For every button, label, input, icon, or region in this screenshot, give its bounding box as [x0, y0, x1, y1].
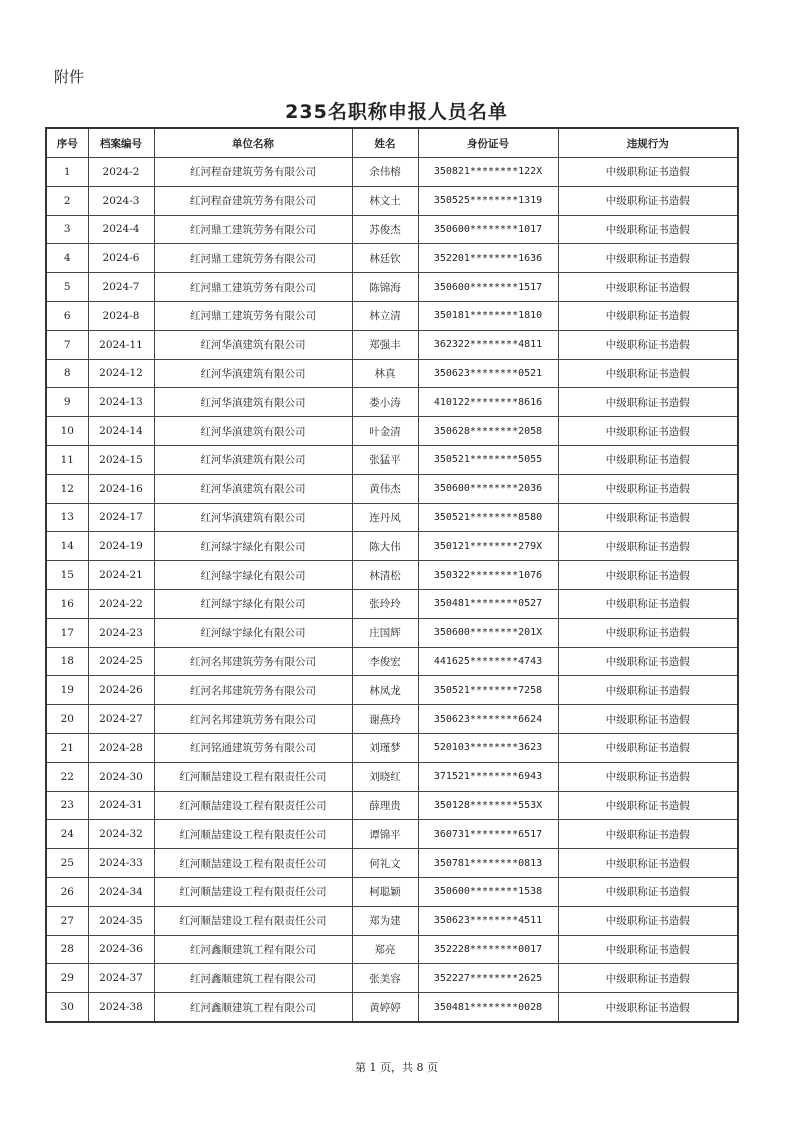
- cell-file-no: 2024-23: [88, 618, 154, 647]
- cell-file-no: 2024-31: [88, 791, 154, 820]
- attachment-label: 附件: [54, 68, 85, 86]
- cell-id-number: 350121********279X: [418, 532, 558, 561]
- cell-id-number: 520103********3623: [418, 733, 558, 762]
- cell-name: 娄小涛: [352, 388, 418, 417]
- cell-file-no: 2024-15: [88, 445, 154, 474]
- cell-name: 薛理贵: [352, 791, 418, 820]
- cell-index: 2: [46, 186, 88, 215]
- cell-violation: 中级职称证书造假: [558, 589, 738, 618]
- cell-name: 陈锦海: [352, 273, 418, 302]
- cell-index: 24: [46, 820, 88, 849]
- cell-name: 林文土: [352, 186, 418, 215]
- cell-id-number: 350181********1810: [418, 301, 558, 330]
- cell-violation: 中级职称证书造假: [558, 388, 738, 417]
- cell-index: 5: [46, 273, 88, 302]
- cell-file-no: 2024-36: [88, 935, 154, 964]
- cell-id-number: 362322********4811: [418, 330, 558, 359]
- cell-company: 红河华滇建筑有限公司: [154, 503, 352, 532]
- table-row: [46, 935, 738, 964]
- cell-file-no: 2024-37: [88, 964, 154, 993]
- cell-file-no: 2024-35: [88, 906, 154, 935]
- table-row: [46, 532, 738, 561]
- header-id-number: 身份证号: [418, 128, 558, 158]
- cell-index: 3: [46, 215, 88, 244]
- cell-file-no: 2024-14: [88, 417, 154, 446]
- document-title: 235名职称申报人员名单: [285, 101, 508, 123]
- cell-company: 红河程奋建筑劳务有限公司: [154, 186, 352, 215]
- cell-id-number: 350521********7258: [418, 676, 558, 705]
- cell-index: 6: [46, 301, 88, 330]
- cell-company: 红河华滇建筑有限公司: [154, 359, 352, 388]
- cell-file-no: 2024-38: [88, 993, 154, 1022]
- cell-company: 红河顺喆建设工程有限责任公司: [154, 877, 352, 906]
- cell-violation: 中级职称证书造假: [558, 762, 738, 791]
- cell-index: 17: [46, 618, 88, 647]
- cell-violation: 中级职称证书造假: [558, 618, 738, 647]
- cell-name: 黄婷婷: [352, 993, 418, 1022]
- cell-company: 红河名邦建筑劳务有限公司: [154, 647, 352, 676]
- table-body: [46, 158, 738, 1022]
- cell-company: 红河鼎工建筑劳务有限公司: [154, 301, 352, 330]
- cell-id-number: 350781********0813: [418, 849, 558, 878]
- cell-name: 何礼文: [352, 849, 418, 878]
- table-row: [46, 273, 738, 302]
- cell-violation: 中级职称证书造假: [558, 820, 738, 849]
- cell-id-number: 350600********201X: [418, 618, 558, 647]
- table-header-row: [46, 128, 738, 158]
- cell-company: 红河名邦建筑劳务有限公司: [154, 705, 352, 734]
- cell-id-number: 350481********0028: [418, 993, 558, 1022]
- cell-id-number: 352228********0017: [418, 935, 558, 964]
- cell-company: 红河绿宇绿化有限公司: [154, 618, 352, 647]
- cell-index: 20: [46, 705, 88, 734]
- cell-violation: 中级职称证书造假: [558, 474, 738, 503]
- cell-index: 10: [46, 417, 88, 446]
- table-row: [46, 474, 738, 503]
- header-file-no: 档案编号: [88, 128, 154, 158]
- cell-id-number: 350600********1017: [418, 215, 558, 244]
- cell-company: 红河顺喆建设工程有限责任公司: [154, 791, 352, 820]
- cell-index: 29: [46, 964, 88, 993]
- cell-violation: 中级职称证书造假: [558, 964, 738, 993]
- cell-name: 叶金清: [352, 417, 418, 446]
- cell-file-no: 2024-19: [88, 532, 154, 561]
- cell-violation: 中级职称证书造假: [558, 532, 738, 561]
- cell-id-number: 350322********1076: [418, 561, 558, 590]
- cell-index: 8: [46, 359, 88, 388]
- cell-violation: 中级职称证书造假: [558, 877, 738, 906]
- cell-id-number: 350521********8580: [418, 503, 558, 532]
- cell-name: 郑亮: [352, 935, 418, 964]
- cell-company: 红河鑫顺建筑工程有限公司: [154, 993, 352, 1022]
- cell-company: 红河鑫顺建筑工程有限公司: [154, 964, 352, 993]
- cell-file-no: 2024-25: [88, 647, 154, 676]
- cell-file-no: 2024-32: [88, 820, 154, 849]
- cell-company: 红河绿宇绿化有限公司: [154, 561, 352, 590]
- cell-violation: 中级职称证书造假: [558, 906, 738, 935]
- cell-id-number: 350600********1538: [418, 877, 558, 906]
- cell-id-number: 352201********1636: [418, 244, 558, 273]
- cell-name: 林廷钦: [352, 244, 418, 273]
- cell-id-number: 350481********0527: [418, 589, 558, 618]
- cell-violation: 中级职称证书造假: [558, 301, 738, 330]
- cell-file-no: 2024-3: [88, 186, 154, 215]
- cell-file-no: 2024-30: [88, 762, 154, 791]
- cell-file-no: 2024-7: [88, 273, 154, 302]
- cell-name: 庄国辉: [352, 618, 418, 647]
- cell-index: 12: [46, 474, 88, 503]
- cell-company: 红河顺喆建设工程有限责任公司: [154, 849, 352, 878]
- cell-file-no: 2024-17: [88, 503, 154, 532]
- cell-index: 27: [46, 906, 88, 935]
- cell-file-no: 2024-27: [88, 705, 154, 734]
- header-index: 序号: [46, 128, 88, 158]
- cell-violation: 中级职称证书造假: [558, 676, 738, 705]
- table-row: [46, 820, 738, 849]
- cell-name: 黄伟杰: [352, 474, 418, 503]
- cell-company: 红河顺喆建设工程有限责任公司: [154, 762, 352, 791]
- cell-index: 15: [46, 561, 88, 590]
- cell-id-number: 350623********6624: [418, 705, 558, 734]
- cell-violation: 中级职称证书造假: [558, 503, 738, 532]
- cell-company: 红河绿宇绿化有限公司: [154, 589, 352, 618]
- table-row: [46, 330, 738, 359]
- table-row: [46, 618, 738, 647]
- table-row: [46, 589, 738, 618]
- cell-index: 19: [46, 676, 88, 705]
- cell-file-no: 2024-28: [88, 733, 154, 762]
- cell-name: 柯聪颖: [352, 877, 418, 906]
- cell-name: 刘瑾梦: [352, 733, 418, 762]
- table-row: [46, 762, 738, 791]
- cell-id-number: 350600********1517: [418, 273, 558, 302]
- cell-index: 16: [46, 589, 88, 618]
- cell-name: 林凤龙: [352, 676, 418, 705]
- cell-violation: 中级职称证书造假: [558, 186, 738, 215]
- header-violation: 违规行为: [558, 128, 738, 158]
- cell-file-no: 2024-21: [88, 561, 154, 590]
- cell-index: 23: [46, 791, 88, 820]
- cell-id-number: 350600********2036: [418, 474, 558, 503]
- cell-name: 张玲玲: [352, 589, 418, 618]
- cell-file-no: 2024-22: [88, 589, 154, 618]
- cell-company: 红河铭通建筑劳务有限公司: [154, 733, 352, 762]
- cell-index: 13: [46, 503, 88, 532]
- cell-id-number: 350521********5055: [418, 445, 558, 474]
- cell-index: 4: [46, 244, 88, 273]
- table-row: [46, 503, 738, 532]
- cell-file-no: 2024-26: [88, 676, 154, 705]
- cell-file-no: 2024-8: [88, 301, 154, 330]
- cell-violation: 中级职称证书造假: [558, 935, 738, 964]
- cell-file-no: 2024-16: [88, 474, 154, 503]
- table-row: [46, 877, 738, 906]
- cell-violation: 中级职称证书造假: [558, 359, 738, 388]
- cell-violation: 中级职称证书造假: [558, 733, 738, 762]
- cell-id-number: 371521********6943: [418, 762, 558, 791]
- cell-file-no: 2024-34: [88, 877, 154, 906]
- cell-index: 28: [46, 935, 88, 964]
- page-footer: 第 1 页，共 8 页: [355, 1061, 438, 1074]
- cell-name: 林立清: [352, 301, 418, 330]
- cell-violation: 中级职称证书造假: [558, 417, 738, 446]
- table-row: [46, 561, 738, 590]
- cell-company: 红河程奋建筑劳务有限公司: [154, 158, 352, 187]
- cell-name: 张美容: [352, 964, 418, 993]
- table-row: [46, 906, 738, 935]
- cell-file-no: 2024-33: [88, 849, 154, 878]
- table-row: [46, 791, 738, 820]
- cell-violation: 中级职称证书造假: [558, 215, 738, 244]
- cell-index: 22: [46, 762, 88, 791]
- cell-id-number: 350628********2058: [418, 417, 558, 446]
- cell-name: 郑为建: [352, 906, 418, 935]
- cell-violation: 中级职称证书造假: [558, 561, 738, 590]
- cell-company: 红河绿宇绿化有限公司: [154, 532, 352, 561]
- cell-index: 18: [46, 647, 88, 676]
- cell-index: 30: [46, 993, 88, 1022]
- cell-violation: 中级职称证书造假: [558, 849, 738, 878]
- cell-file-no: 2024-13: [88, 388, 154, 417]
- table-row: [46, 705, 738, 734]
- cell-index: 9: [46, 388, 88, 417]
- header-company: 单位名称: [154, 128, 352, 158]
- table-row: [46, 244, 738, 273]
- cell-violation: 中级职称证书造假: [558, 993, 738, 1022]
- personnel-table: [45, 127, 739, 1023]
- cell-company: 红河华滇建筑有限公司: [154, 474, 352, 503]
- table-row: [46, 733, 738, 762]
- cell-index: 7: [46, 330, 88, 359]
- cell-file-no: 2024-4: [88, 215, 154, 244]
- cell-company: 红河鼎工建筑劳务有限公司: [154, 244, 352, 273]
- cell-name: 连丹凤: [352, 503, 418, 532]
- cell-file-no: 2024-12: [88, 359, 154, 388]
- cell-company: 红河鼎工建筑劳务有限公司: [154, 215, 352, 244]
- cell-name: 陈大伟: [352, 532, 418, 561]
- cell-company: 红河顺喆建设工程有限责任公司: [154, 906, 352, 935]
- cell-violation: 中级职称证书造假: [558, 244, 738, 273]
- table-row: [46, 849, 738, 878]
- cell-company: 红河华滇建筑有限公司: [154, 388, 352, 417]
- cell-violation: 中级职称证书造假: [558, 158, 738, 187]
- table-row: [46, 388, 738, 417]
- table-row: [46, 647, 738, 676]
- cell-index: 21: [46, 733, 88, 762]
- cell-name: 张猛平: [352, 445, 418, 474]
- cell-file-no: 2024-11: [88, 330, 154, 359]
- cell-id-number: 350623********4511: [418, 906, 558, 935]
- cell-id-number: 350623********0521: [418, 359, 558, 388]
- cell-name: 郑强丰: [352, 330, 418, 359]
- cell-id-number: 360731********6517: [418, 820, 558, 849]
- cell-name: 林清松: [352, 561, 418, 590]
- cell-name: 谢燕玲: [352, 705, 418, 734]
- cell-file-no: 2024-6: [88, 244, 154, 273]
- cell-id-number: 350821********122X: [418, 158, 558, 187]
- cell-violation: 中级职称证书造假: [558, 791, 738, 820]
- cell-index: 25: [46, 849, 88, 878]
- cell-violation: 中级职称证书造假: [558, 705, 738, 734]
- cell-name: 林真: [352, 359, 418, 388]
- cell-name: 余伟榕: [352, 158, 418, 187]
- cell-id-number: 352227********2625: [418, 964, 558, 993]
- cell-index: 1: [46, 158, 88, 187]
- cell-violation: 中级职称证书造假: [558, 273, 738, 302]
- cell-name: 谭锦平: [352, 820, 418, 849]
- cell-id-number: 410122********8616: [418, 388, 558, 417]
- cell-violation: 中级职称证书造假: [558, 445, 738, 474]
- cell-id-number: 441625********4743: [418, 647, 558, 676]
- cell-company: 红河鑫顺建筑工程有限公司: [154, 935, 352, 964]
- cell-company: 红河名邦建筑劳务有限公司: [154, 676, 352, 705]
- table-row: [46, 215, 738, 244]
- cell-violation: 中级职称证书造假: [558, 330, 738, 359]
- table-row: [46, 993, 738, 1022]
- cell-index: 11: [46, 445, 88, 474]
- cell-index: 14: [46, 532, 88, 561]
- header-name: 姓名: [352, 128, 418, 158]
- table-row: [46, 445, 738, 474]
- cell-company: 红河鼎工建筑劳务有限公司: [154, 273, 352, 302]
- table-row: [46, 964, 738, 993]
- table-row: [46, 417, 738, 446]
- cell-violation: 中级职称证书造假: [558, 647, 738, 676]
- table-row: [46, 186, 738, 215]
- cell-name: 苏俊杰: [352, 215, 418, 244]
- cell-name: 刘晓红: [352, 762, 418, 791]
- cell-id-number: 350128********553X: [418, 791, 558, 820]
- cell-id-number: 350525********1319: [418, 186, 558, 215]
- cell-file-no: 2024-2: [88, 158, 154, 187]
- cell-company: 红河华滇建筑有限公司: [154, 417, 352, 446]
- cell-index: 26: [46, 877, 88, 906]
- cell-company: 红河华滇建筑有限公司: [154, 445, 352, 474]
- cell-name: 李俊宏: [352, 647, 418, 676]
- cell-company: 红河华滇建筑有限公司: [154, 330, 352, 359]
- table-row: [46, 301, 738, 330]
- cell-company: 红河顺喆建设工程有限责任公司: [154, 820, 352, 849]
- table-row: [46, 676, 738, 705]
- table-row: [46, 359, 738, 388]
- table-row: [46, 158, 738, 187]
